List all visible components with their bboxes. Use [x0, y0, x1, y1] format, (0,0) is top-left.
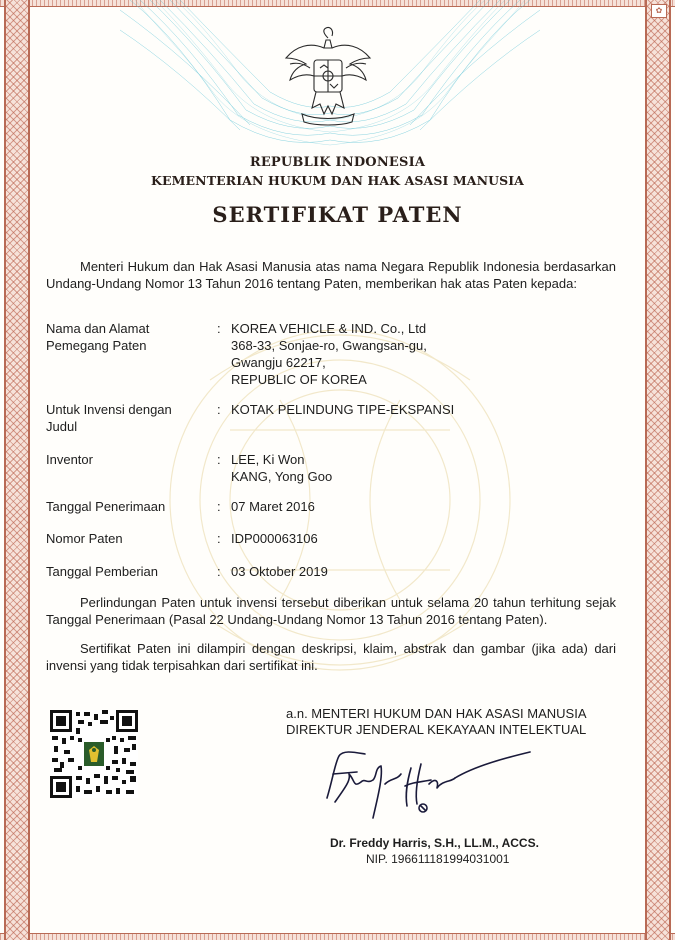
- patent-number-value: IDP000063106: [231, 531, 318, 546]
- holder-name: KOREA VEHICLE & IND. Co., Ltd: [231, 321, 427, 336]
- holder-country: REPUBLIC OF KOREA: [231, 372, 367, 387]
- protection-paragraph: [46, 594, 616, 628]
- signature-director-title: DIREKTUR JENDERAL KEKAYAAN INTELEKTUAL: [286, 722, 587, 737]
- invention-label: [46, 401, 211, 435]
- grant-date-label: Tanggal Pemberian: [46, 564, 159, 579]
- intro-text: Menteri Hukum dan Hak Asasi Manusia atas nama Negara Republik Indonesia berdasarkan Undang-Undang Nomor 13 Tahun 2016 tentang Paten, memberikan hak atas Paten kepada:: [46, 259, 616, 291]
- republic-heading: REPUBLIK INDONESIA: [249, 155, 426, 170]
- holder-label-line-2: Pemegang Paten: [46, 338, 147, 353]
- handwritten-signature: [305, 738, 535, 828]
- grant-date-colon: :: [217, 564, 221, 579]
- inventor-colon: :: [217, 452, 221, 467]
- garuda-emblem-icon: [280, 24, 376, 132]
- intro-paragraph: [46, 258, 616, 292]
- patent-number-label: Nomor Paten: [46, 531, 123, 546]
- holder-colon: :: [217, 321, 221, 336]
- invention-label-line-2: Judul: [46, 419, 78, 434]
- ministry-heading: KEMENTERIAN HUKUM DAN HAK ASASI MANUSIA: [151, 173, 524, 188]
- signatory-name: Dr. Freddy Harris, S.H., LL.M., ACCS.: [330, 836, 539, 850]
- signatory-nip: NIP. 196611181994031001: [366, 852, 510, 866]
- qr-code[interactable]: [50, 710, 138, 798]
- inventor-1: LEE, Ki Won: [231, 452, 305, 467]
- patent-number-colon: :: [217, 531, 221, 546]
- holder-label-line-1: Nama dan Alamat: [46, 321, 150, 336]
- attachment-paragraph: [46, 640, 616, 674]
- inventor-label: Inventor: [46, 452, 93, 467]
- holder-address-line-1: 368-33, Sonjae-ro, Gwangsan-gu,: [231, 338, 427, 353]
- invention-colon: :: [217, 402, 221, 417]
- inventor-value: [231, 451, 611, 485]
- certificate-title: SERTIFIKAT PATEN: [212, 202, 463, 227]
- receipt-date-label: Tanggal Penerimaan: [46, 499, 166, 514]
- holder-address-line-2: Gwangju 62217,: [231, 355, 326, 370]
- right-border: [645, 0, 671, 940]
- attachment-text: Sertifikat Paten ini dilampiri dengan deskripsi, klaim, abstrak dan gambar (jika ada) dari invensi yang tidak terpisahkan dari sertifikat ini.: [46, 641, 616, 673]
- bottom-border: [0, 933, 675, 940]
- holder-value: [231, 320, 611, 388]
- protection-text: Perlindungan Paten untuk invensi tersebut diberikan untuk selama 20 tahun terhitung sejak Tanggal Penerimaan (Pasal 22 Undang-Undang Nomor 13 Tahun 2016 tentang Paten).: [46, 595, 616, 627]
- receipt-date-value: 07 Maret 2016: [231, 499, 315, 514]
- left-border: [4, 0, 30, 940]
- invention-label-line-1: Untuk Invensi dengan: [46, 402, 172, 417]
- invention-title: KOTAK PELINDUNG TIPE-EKSPANSI: [231, 402, 455, 417]
- signature-on-behalf: a.n. MENTERI HUKUM DAN HAK ASASI MANUSIA: [286, 706, 587, 721]
- receipt-date-colon: :: [217, 499, 221, 514]
- grant-date-value: 03 Oktober 2019: [231, 564, 328, 579]
- corner-emblem-icon: ✿: [651, 4, 667, 18]
- inventor-2: KANG, Yong Goo: [231, 469, 333, 484]
- holder-label: [46, 320, 211, 354]
